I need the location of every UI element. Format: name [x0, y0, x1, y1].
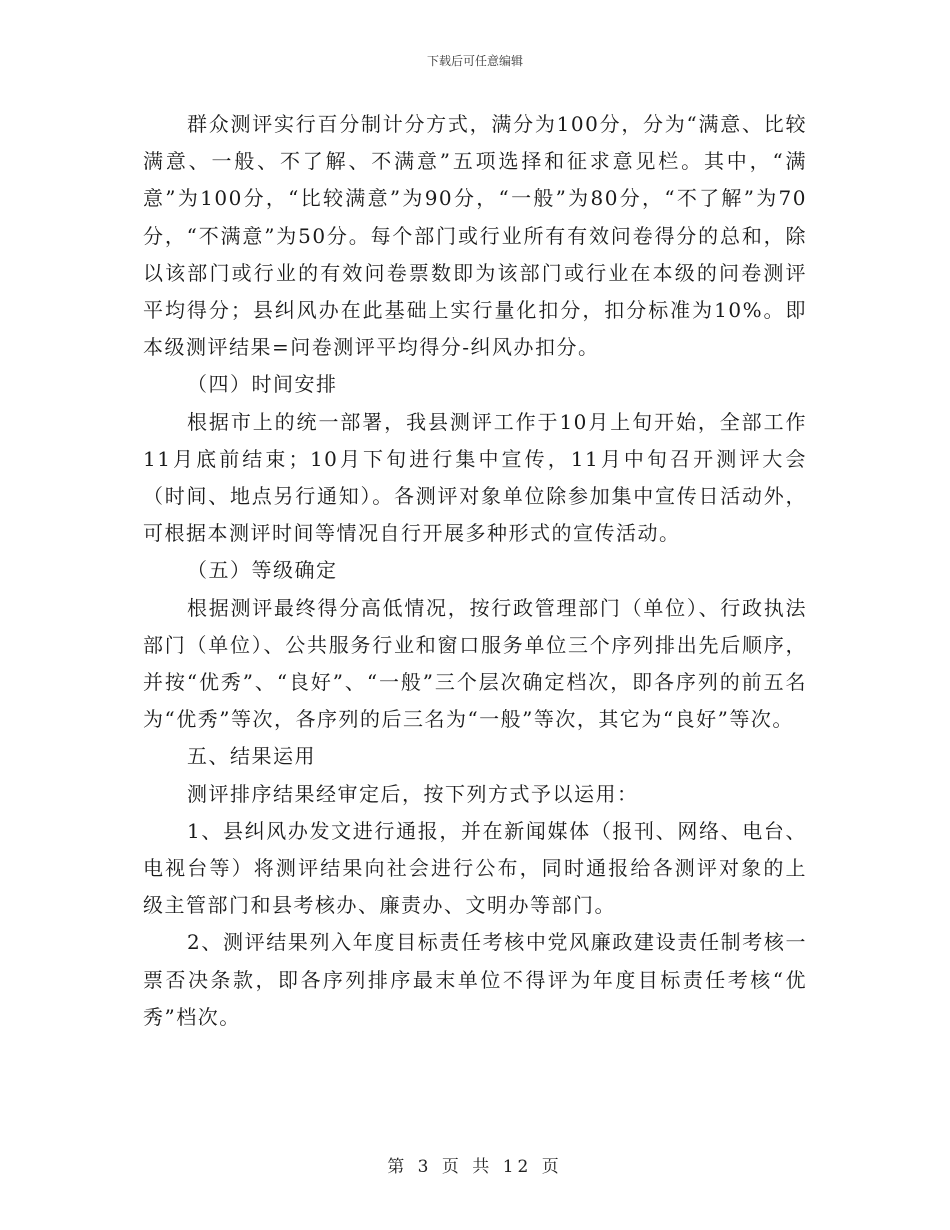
section-heading-grading: （五）等级确定: [187, 558, 338, 583]
page-footer: 第 3 页 共 12 页: [387, 1157, 563, 1177]
paragraph-results-intro: 测评排序结果经审定后，按下列方式予以运用：: [187, 781, 639, 806]
document-body: [143, 106, 807, 1036]
paragraph-results-item-2: 2、测评结果列入年度目标责任考核中党风廉政建设责任制考核一票否决条款，即各序列排序最末单位不得评为年度目标责任考核“优秀”档次。: [143, 930, 807, 1029]
paragraph-scoring-method: 群众测评实行百分制计分方式，满分为100分，分为“满意、比较满意、一般、不了解、不满意”五项选择和征求意见栏。其中，“满意”为100分，“比较满意”为90分，“一般”为80分，“不了解”为70分，“不满意”为50分。每个部门或行业所有有效问卷得分的总和，除以该部门或行业的有效问卷票数即为该部门或行业在本级的问卷测评平均得分；县纠风办在此基础上实行量化扣分，扣分标准为10%。即本级测评结果=问卷测评平均得分-纠风办扣分。: [143, 112, 807, 360]
section-heading-schedule: （四）时间安排: [187, 372, 338, 397]
section-heading-results: 五、结果运用: [187, 744, 316, 769]
paragraph-schedule: 根据市上的统一部署，我县测评工作于10月上旬开始，全部工作11月底前结束；10月下旬进行集中宣传，11月中旬召开测评大会（时间、地点另行通知）。各测评对象单位除参加集中宣传日活动外，可根据本测评时间等情况自行开展多种形式的宣传活动。: [143, 409, 807, 546]
paragraph-results-item-1: 1、县纠风办发文进行通报，并在新闻媒体（报刊、网络、电台、电视台等）将测评结果向社会进行公布，同时通报给各测评对象的上级主管部门和县考核办、廉责办、文明办等部门。: [143, 818, 807, 918]
page-header: 下载后可任意编辑: [426, 54, 523, 68]
paragraph-grading: 根据测评最终得分高低情况，按行政管理部门（单位）、行政执法部门（单位）、公共服务行业和窗口服务单位三个序列排出先后顺序，并按“优秀”、“良好”、“一般”三个层次确定档次，即各序列的前五名为“优秀”等次，各序列的后三名为“一般”等次，其它为“良好”等次。: [143, 595, 807, 732]
